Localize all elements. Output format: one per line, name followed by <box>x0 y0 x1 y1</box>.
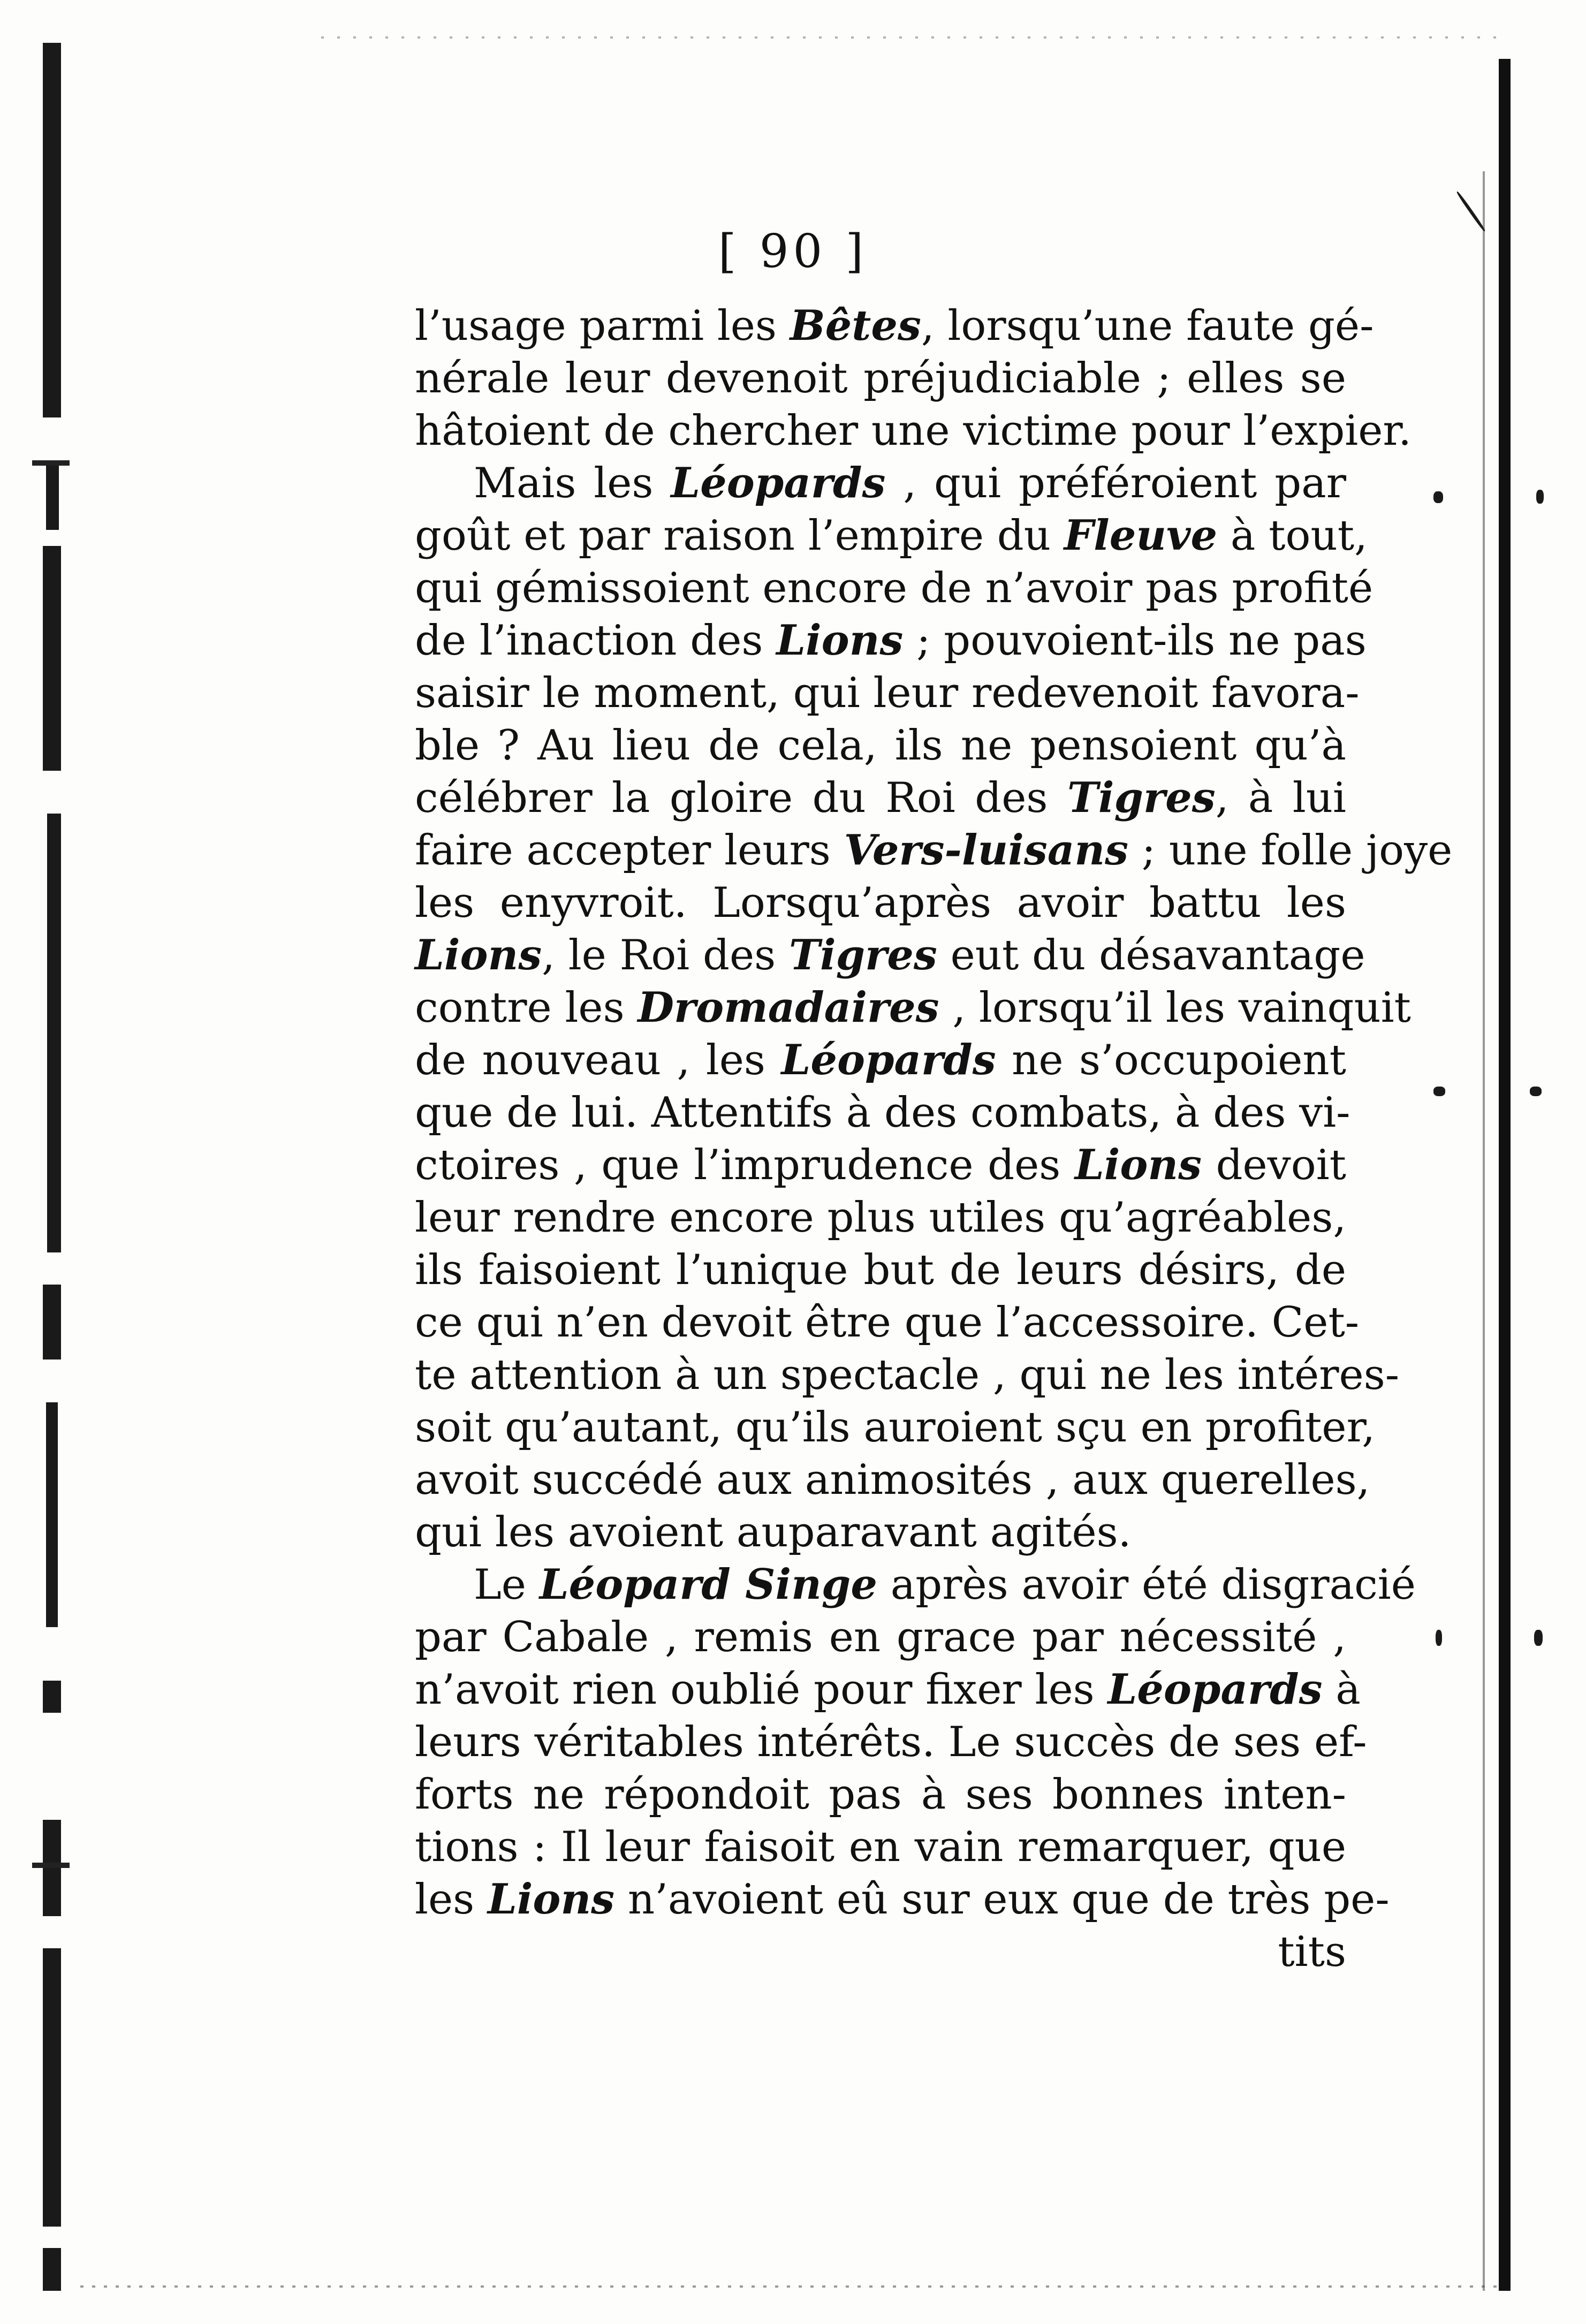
text-run: forts ne répondoit pas à ses bonnes inten- <box>415 1771 1346 1819</box>
text-run: à tout, <box>1217 512 1368 560</box>
text-line <box>415 1034 1346 1087</box>
gutter-shadow <box>46 460 59 530</box>
gutter-shadow <box>43 1948 61 2227</box>
gutter-shadow <box>43 1285 61 1360</box>
text-line <box>415 982 1411 1034</box>
ink-speck <box>1536 490 1544 504</box>
text-run: saisir le moment, qui leur redevenoit favora- <box>415 669 1360 717</box>
text-run: à <box>1322 1666 1361 1714</box>
text-line <box>415 1454 1370 1506</box>
text-line <box>415 772 1346 824</box>
text-run: par Cabale , remis en grace par nécessité , <box>415 1613 1346 1661</box>
text-run: hâtoient de chercher une victime pour l’expier. <box>415 407 1412 455</box>
text-run: te attention à un spectacle , qui ne les intéres- <box>415 1351 1400 1399</box>
text-run: devoit <box>1202 1141 1346 1189</box>
text-run: n’avoient eû sur eux que de très pe- <box>614 1875 1390 1924</box>
bottom-page-edge <box>80 2285 1499 2288</box>
italic-name: Tigres <box>1067 773 1216 822</box>
ink-speck <box>1436 1630 1442 1646</box>
text-run: , lorsqu’une faute gé- <box>921 302 1374 350</box>
text-run: qui les avoient auparavant agités. <box>415 1508 1132 1556</box>
text-run: , à lui <box>1215 774 1347 822</box>
text-line <box>415 1349 1400 1401</box>
italic-name: Léopards <box>1107 1665 1323 1714</box>
text-run: ils faisoient l’unique but de leurs désirs, de <box>415 1246 1346 1294</box>
gutter-shadow <box>43 1820 61 1916</box>
text-line <box>415 1139 1346 1191</box>
text-run: avoit succédé aux animosités , aux querelles, <box>415 1456 1370 1504</box>
text-line <box>415 510 1368 562</box>
gutter-shadow <box>46 1402 58 1627</box>
text-line <box>415 1768 1346 1821</box>
text-line <box>415 1244 1346 1296</box>
italic-name: Lions <box>1074 1141 1202 1189</box>
text-run: soit qu’autant, qu’ils auroient sçu en profiter, <box>415 1403 1376 1452</box>
text-line <box>415 929 1365 982</box>
text-run: l’usage parmi les <box>415 302 790 350</box>
text-run: ce qui n’en devoit être que l’accessoire. Cet- <box>415 1298 1360 1347</box>
text-line <box>415 562 1373 614</box>
text-line <box>415 877 1346 929</box>
binding-gutter <box>32 32 70 2296</box>
ink-speck <box>1433 491 1443 503</box>
right-page-shadow <box>1483 171 1485 2291</box>
text-line <box>415 405 1412 457</box>
gutter-shadow <box>47 814 61 1252</box>
text-run: ctoires , que l’imprudence des <box>415 1141 1075 1189</box>
text-run: que de lui. Attentifs à des combats, à des vi- <box>415 1089 1350 1137</box>
text-run: leur rendre encore plus utiles qu’agréables, <box>415 1194 1347 1242</box>
text-line <box>415 1664 1361 1716</box>
text-line <box>415 1191 1346 1244</box>
italic-name: Léopard Singe <box>539 1560 877 1609</box>
ink-speck <box>1433 1087 1445 1096</box>
text-line <box>415 1926 1346 1978</box>
text-run: , le Roi des <box>542 931 789 979</box>
gutter-shadow <box>43 546 61 771</box>
text-line <box>415 614 1367 667</box>
text-line <box>415 667 1360 719</box>
text-line <box>415 1296 1360 1349</box>
text-run: , lorsqu’il les vainquit <box>939 984 1411 1032</box>
text-line <box>415 1873 1390 1926</box>
gutter-shadow <box>43 1681 61 1713</box>
text-line <box>415 719 1346 772</box>
text-run: ble ? Au lieu de cela, ils ne pensoient qu’à <box>415 721 1346 770</box>
page-number: [ 90 ] <box>718 225 868 278</box>
gutter-mark <box>32 1863 70 1868</box>
text-run: de nouveau , les <box>415 1036 781 1084</box>
ink-speck <box>1530 1087 1542 1096</box>
text-line <box>415 1821 1346 1873</box>
text-run: ; une folle joye <box>1128 826 1453 875</box>
italic-name: Fleuve <box>1064 511 1218 560</box>
text-run: nérale leur devenoit préjudiciable ; elles se <box>415 354 1346 402</box>
text-run: après avoir été disgracié <box>877 1561 1416 1609</box>
text-line <box>415 1506 1346 1559</box>
text-run: eut du désavantage <box>937 931 1365 979</box>
gutter-shadow <box>43 2248 61 2291</box>
text-run: les <box>415 1875 488 1924</box>
italic-name: Lions <box>487 1875 615 1924</box>
top-page-edge <box>321 36 1499 39</box>
text-run: contre les <box>415 984 638 1032</box>
italic-name: Lions <box>415 931 542 979</box>
text-line <box>415 1087 1350 1139</box>
italic-name: Léopards <box>671 459 886 507</box>
text-run: leurs véritables intérêts. Le succès de ses ef- <box>415 1718 1367 1766</box>
italic-name: Dromadaires <box>638 983 939 1032</box>
italic-name: Vers-luisans <box>844 826 1128 875</box>
text-line <box>415 457 1346 510</box>
text-run: Mais les <box>474 459 671 507</box>
italic-name: Tigres <box>788 931 937 979</box>
text-run: , qui préféroient par <box>885 459 1346 507</box>
italic-name: Bêtes <box>790 301 921 350</box>
right-page-edge <box>1499 59 1511 2291</box>
text-run: goût et par raison l’empire du <box>415 512 1064 560</box>
text-line <box>415 1401 1376 1454</box>
body-text <box>415 300 1453 1978</box>
text-line <box>415 1716 1367 1768</box>
text-run: célébrer la gloire du Roi des <box>415 774 1067 822</box>
text-run: n’avoit rien oublié pour fixer les <box>415 1666 1108 1714</box>
text-run: tions : Il leur faisoit en vain remarquer, que <box>415 1823 1346 1871</box>
text-run: de l’inaction des <box>415 617 777 665</box>
ink-speck <box>1534 1630 1543 1646</box>
text-run: faire accepter leurs <box>415 826 844 875</box>
gutter-mark <box>32 460 70 466</box>
text-line <box>415 352 1346 405</box>
text-run: tits <box>1278 1928 1346 1976</box>
text-run: qui gémissoient encore de n’avoir pas profité <box>415 564 1373 612</box>
text-line <box>415 300 1374 352</box>
text-run: Le <box>474 1561 540 1609</box>
text-run: ; pouvoient-ils ne pas <box>903 617 1367 665</box>
text-run: ne s’occupoient <box>996 1036 1346 1084</box>
italic-name: Léopards <box>781 1036 996 1084</box>
text-line <box>415 824 1453 877</box>
text-run: les enyvroit. Lorsqu’après avoir battu les <box>415 879 1346 927</box>
italic-name: Lions <box>776 616 904 665</box>
text-line <box>415 1559 1416 1611</box>
text-line <box>415 1611 1346 1664</box>
